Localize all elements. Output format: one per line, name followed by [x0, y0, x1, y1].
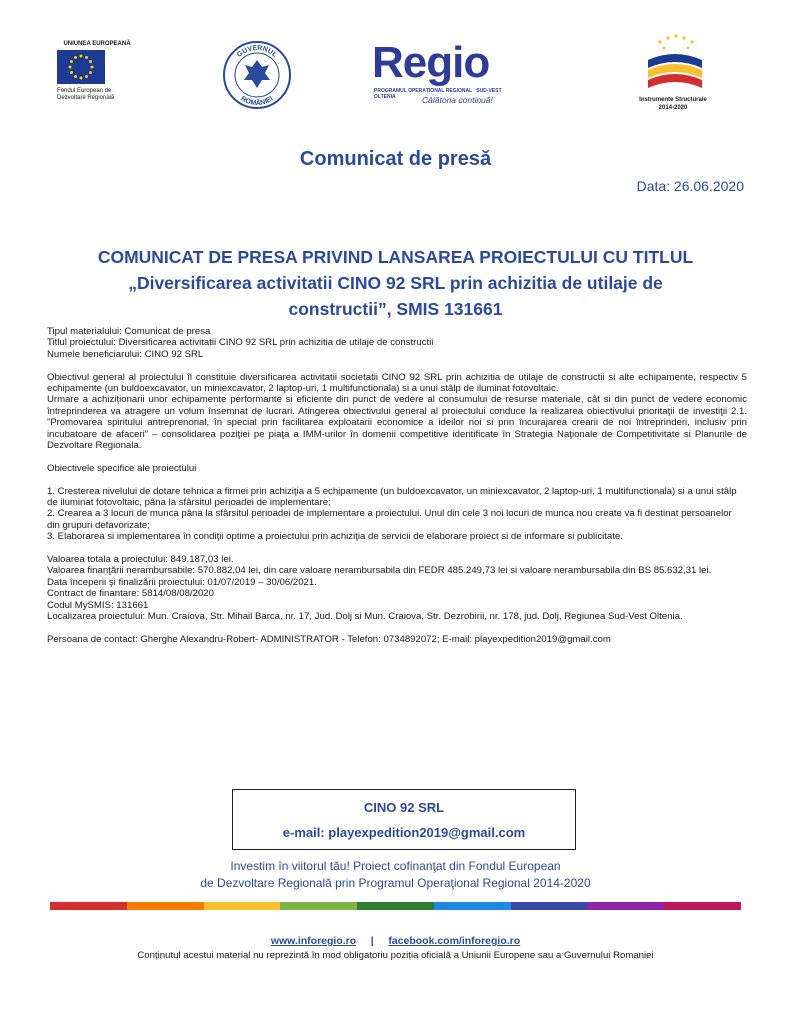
government-seal-icon — [222, 40, 292, 110]
project-title: Titlul proiectului: Diversificarea activitatii CINO 92 SRL prin achizitia de utilaje de constructii — [47, 337, 434, 349]
grant-value: Valoarea finanţării nerambursabile: 570.882,04 lei, din care valoare nerambursabila din FEDR 485.249,73 lei si valoare nerambursabila din BS 85.632,31 lei. — [47, 565, 712, 577]
stripe-segment — [50, 902, 127, 910]
eu-fund-label: Fondul European de Dezvoltare Regională — [57, 88, 115, 101]
inforegio-link[interactable]: www.inforegio.ro — [270, 935, 357, 947]
link-separator: | — [370, 935, 374, 947]
regio-tagline: Călătoria continuă! — [422, 95, 493, 105]
headline-line-2: „Diversificarea activitatii CINO 92 SRL prin achizitia de utilaje de — [128, 273, 663, 293]
headline — [40, 244, 751, 322]
eu-star-icon — [80, 77, 83, 80]
stripe-segment — [434, 902, 511, 910]
regio-wordmark: Regio — [372, 38, 490, 87]
press-body — [47, 326, 747, 645]
disclaimer: Conținutul acestui material nu reprezintă în mod obligatoriu poziția oficială a Uniunii Europene sau a Guvernului Romaniei — [137, 950, 654, 961]
headline-line-3: constructii”, SMIS 131661 — [288, 299, 503, 319]
project-location: Localizarea proiectului: Mun. Craiova, Str. Mihail Barca, nr. 17, Jud. Dolj si Mun. Craiova, Str. Dezrobirii, nr. 178, jud. Dolj, Regiunea Sud-Vest Oltenia. — [47, 611, 683, 623]
eu-star-icon — [89, 71, 92, 74]
headline-line-1: COMUNICAT DE PRESA PRIVIND LANSAREA PROIECTULUI CU TITLUL — [97, 247, 694, 267]
stripe-segment — [204, 902, 281, 910]
eu-star-icon — [74, 56, 77, 59]
material-type: Tipul materialului: Comunicat de presa — [47, 326, 211, 337]
color-stripe — [50, 902, 741, 910]
general-objective-paragraph: Obiectivul general al proiectului îl constituie diversificarea activitatii societatii CINO 92 SRL prin achizitia de utilaje de constructii si alte echipamente, respectiv 5 echipamente (un buldoexcavator, un miniexcavator, 2 laptop-uri, 1 multifunctionala) si a unui stâlp de iluminat fotovoltaic. — [47, 371, 747, 395]
stripe-segment — [511, 902, 588, 910]
eu-star-icon — [70, 71, 73, 74]
eu-star-icon — [74, 75, 77, 78]
contract-number: Contract de finantare: 5814/08/08/2020 — [47, 588, 214, 600]
eu-star-icon — [85, 56, 88, 59]
eu-star-icon — [80, 55, 83, 58]
regio-program-label: PROGRAMUL OPERAȚIONAL REGIONAL SUD-VEST OLTENIA — [374, 88, 502, 100]
eu-star-icon — [69, 66, 72, 69]
regio-logo — [372, 38, 522, 110]
contact-person: Persoana de contact: Gherghe Alexandru-Robert- ADMINISTRATOR - Telefon: 0734892072; E-mail: playexpedition2019@gmail.com — [47, 633, 611, 645]
objective-3: 3. Elaborarea si implementarea în condiţii optime a proiectului prin achiziţia de servicii de elaborare proiect si de informare si publicitate. — [47, 531, 623, 543]
objective-2: 2. Crearea a 3 locuri de munca pâna la sfârsitul perioadei de implementare a proiectului. Unul din cele 3 noi locuri de munca nou create va fi destinat persoanelor din grupuri defavorizate; — [47, 508, 732, 531]
eu-flag-icon — [57, 50, 105, 84]
svg-text:GUVERNUL: GUVERNUL — [236, 44, 279, 59]
beneficiary-box-email[interactable]: e-mail: playexpedition2019@gmail.com — [282, 825, 526, 840]
project-dates: Data începerii şi finalizării proiectului: 01/07/2019 – 30/06/2021. — [47, 576, 317, 588]
eu-star-icon — [89, 60, 92, 63]
specific-objectives-heading: Obiectivele specifice ale proiectului — [47, 462, 197, 474]
page-title: Comunicat de presă — [299, 148, 492, 170]
facebook-link[interactable]: facebook.com/inforegio.ro — [388, 935, 521, 947]
svg-text:ROMÂNIEI: ROMÂNIEI — [239, 95, 275, 108]
mysmis-code: Codul MySMIS: 131661 — [47, 599, 149, 611]
structural-instruments-icon — [640, 30, 710, 92]
beneficiary-box-name: CINO 92 SRL — [363, 800, 445, 815]
footer-links — [0, 935, 791, 947]
structural-instruments-label: Instrumente Structurale 2014-2020 — [639, 97, 707, 111]
objective-1: 1. Cresterea nivelului de dotare tehnica a firmei prin achiziţia a 5 echipamente (un buldoexcavator, un miniexcavator, 2 laptop-uri, 1 multifunctionala) si a unui stâlp de iluminat fotovoltaic, pâna la sfârsitul perioadei de implementare; — [47, 485, 737, 509]
footer-slogan: Investim în viitorul tău! Proiect cofinanţat din Fondul European de Dezvoltare Regională prin Programul Operaţional Regional 2014-2020 — [200, 859, 591, 890]
impact-paragraph: Urmare a achiziționarii unor echipamente performante si eficiente din punct de vedere al consumului de resurse materiale, cât si din punct de vedere economic întreprinderea va atragere un volum însemnat de lucrari. Atingerea obiectivului general al proiectului conduce la realizarea obiectivului prioritaţii de investiţii 2.1. ”Promovarea spiritului antreprenorial, în special prin facilitarea exploatarii economice a ideilor noi si prin încurajarea crearii de noi întreprinderi, inclusiv prin incubatoare de afaceri” – consolidarea poziţiei pe piaţa a IMM-urilor în domenii competitive identificate în Strategia Naţionale de Competitivitate si Planurile de Dezvoltare Regionala. — [47, 394, 747, 452]
stripe-segment — [587, 902, 664, 910]
eu-label: UNIUNEA EUROPEANĂ — [63, 41, 131, 47]
stripe-segment — [357, 902, 434, 910]
eu-star-icon — [85, 75, 88, 78]
stripe-segment — [280, 902, 357, 910]
eu-star-icon — [70, 60, 73, 63]
beneficiary-box — [232, 789, 576, 850]
stripe-segment — [664, 902, 741, 910]
beneficiary-name: Numele beneficiarului: CINO 92 SRL — [47, 348, 204, 360]
total-value: Valoarea totala a proiectului: 849.187,03 lei. — [47, 554, 234, 566]
eu-star-icon — [91, 66, 94, 69]
document-date: Data: 26.06.2020 — [636, 178, 744, 194]
stripe-segment — [127, 902, 204, 910]
